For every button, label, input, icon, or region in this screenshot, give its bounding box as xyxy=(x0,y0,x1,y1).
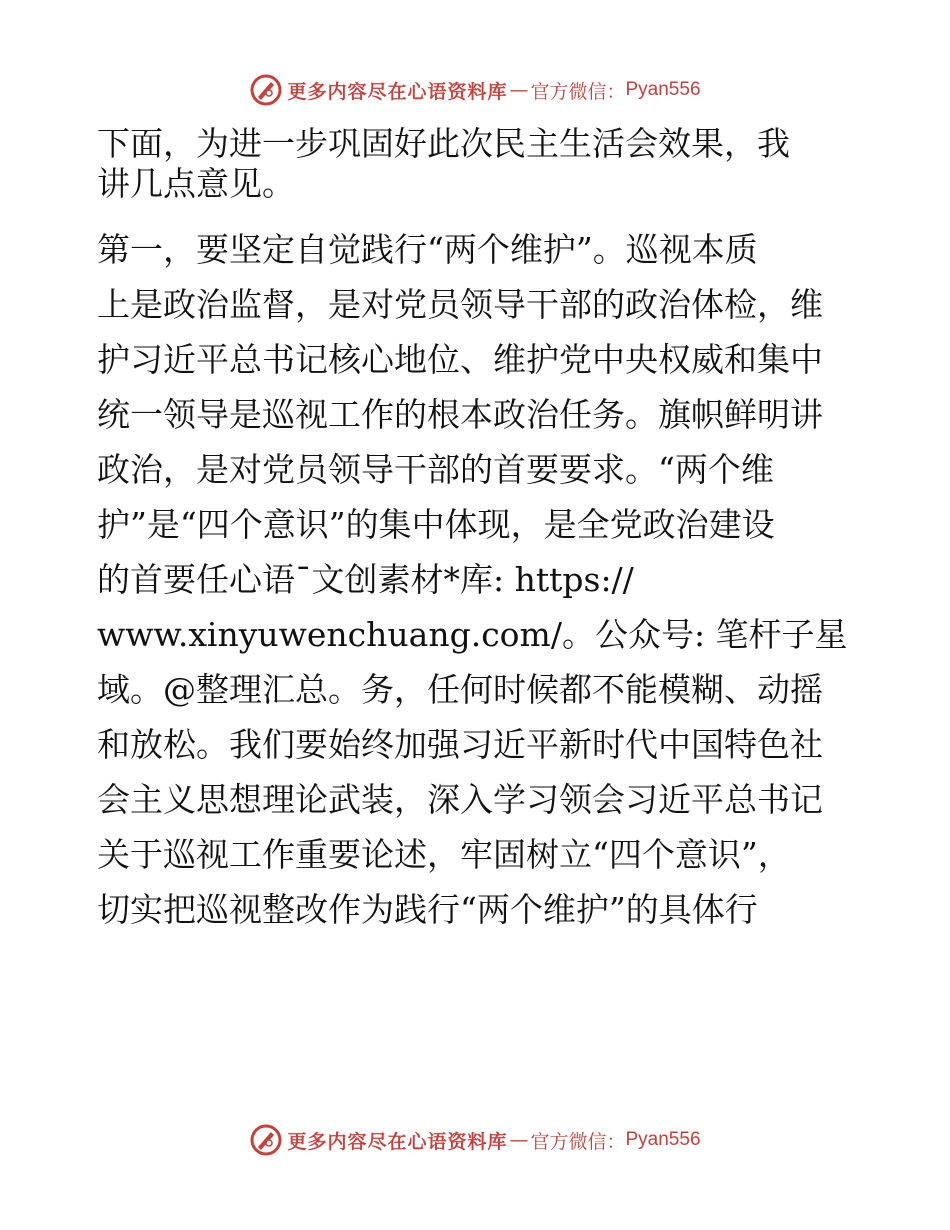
text-line: 第一，要坚定自觉践行“两个维护”。巡视本质 xyxy=(97,230,758,269)
watermark-dash: — xyxy=(509,79,529,101)
wechat-label: 官方微信： xyxy=(530,80,626,103)
paragraph-2 xyxy=(97,230,857,930)
text-line: 政治，是对党员领导干部的首要要求。“两个维 xyxy=(97,450,774,489)
pen-logo-icon xyxy=(249,1123,283,1157)
text-line: 会主义思想理论武装，深入学习领会习近平总书记 xyxy=(97,780,823,819)
text-line: 讲几点意见。 xyxy=(97,164,295,203)
text-line: 关于巡视工作重要论述，牢固树立“四个意识”， xyxy=(97,835,791,874)
paragraph-1 xyxy=(97,124,857,204)
wechat-id: Pyan556 xyxy=(625,1129,701,1150)
text-line: 上是政治监督，是对党员领导干部的政治体检，维 xyxy=(97,285,823,324)
text-line: 护”是“四个意识”的集中体现，是全党政治建设 xyxy=(97,505,775,544)
document-body xyxy=(97,124,857,945)
text-line: www.xinyuwenchuang.com/。公众号: 笔杆子星 xyxy=(97,615,848,654)
wechat-id: Pyan556 xyxy=(625,79,701,100)
watermark-text: 更多内容尽在心语资料库 xyxy=(287,1130,508,1153)
text-line: 护习近平总书记核心地位、维护党中央权威和集中 xyxy=(97,340,823,379)
pen-logo-icon xyxy=(249,73,283,107)
text-line: 切实把巡视整改作为践行“两个维护”的具体行 xyxy=(97,890,758,929)
wechat-label: 官方微信： xyxy=(530,1130,626,1153)
watermark-text: 更多内容尽在心语资料库 xyxy=(287,80,508,103)
text-line: 下面，为进一步巩固好此次民主生活会效果，我 xyxy=(97,124,790,163)
text-line: 和放松。我们要始终加强习近平新时代中国特色社 xyxy=(97,725,823,764)
text-line: 统一领导是巡视工作的根本政治任务。旗帜鲜明讲 xyxy=(97,395,823,434)
footer-watermark xyxy=(0,1122,950,1158)
text-line: 的首要任心语¯文创素材*库: https:// xyxy=(97,560,634,599)
header-watermark xyxy=(0,72,950,108)
watermark-dash: — xyxy=(509,1129,529,1151)
text-line: 域。@整理汇总。务，任何时候都不能模糊、动摇 xyxy=(97,670,823,709)
